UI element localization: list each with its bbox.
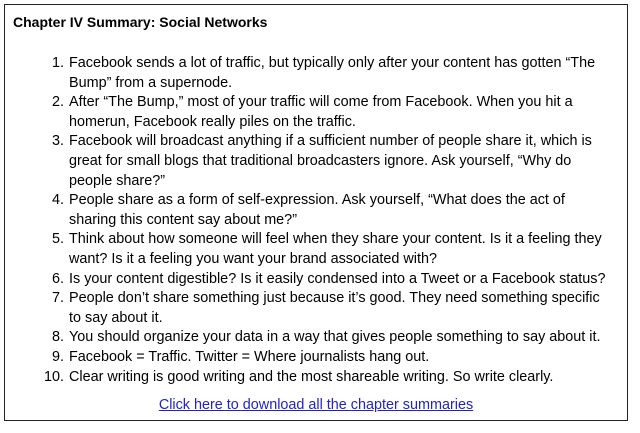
item-text: After “The Bump,” most of your traffic will come from Facebook. When you hit a homerun, Facebook really piles on the traffic. — [69, 94, 573, 130]
item-number: 9. — [51, 348, 64, 365]
item-number: 5. — [51, 231, 64, 248]
list-item — [5, 368, 627, 388]
item-text: Facebook = Traffic. Twitter = Where journalists hang out. — [69, 348, 430, 365]
item-text: Is your content digestible? Is it easily condensed into a Tweet or a Facebook status? — [69, 270, 606, 287]
list-item — [5, 230, 627, 269]
item-text: Facebook will broadcast anything if a sufficient number of people share it, which is great for small blogs that traditional broadcasters ignore. Ask yourself, “Why do people share?” — [69, 133, 592, 189]
download-summaries-link[interactable]: Click here to download all the chapter summaries — [158, 397, 474, 413]
list-item — [5, 54, 627, 93]
item-number: 4. — [51, 192, 64, 209]
list-item — [5, 270, 627, 290]
list-item — [5, 289, 627, 328]
item-text: Clear writing is good writing and the most shareable writing. So write clearly. — [69, 368, 554, 385]
summary-title: Chapter IV Summary: Social Networks — [13, 14, 268, 30]
list-item — [5, 328, 627, 348]
item-text: Think about how someone will feel when they share your content. Is it a feeling they want? Is it a feeling you want your brand associated with? — [69, 231, 602, 267]
item-text: Facebook sends a lot of traffic, but typically only after your content has gotten “The Bump” from a supernode. — [69, 55, 596, 91]
item-number: 7. — [51, 290, 64, 307]
summary-list — [5, 54, 627, 387]
list-item — [5, 191, 627, 230]
item-number: 10. — [43, 368, 64, 385]
item-number: 2. — [51, 94, 64, 111]
item-text: People share as a form of self-expression. Ask yourself, “What does the act of sharing this content say about me?” — [69, 192, 565, 228]
item-text: You should organize your data in a way that gives people something to say about it. — [69, 329, 601, 346]
list-item — [5, 93, 627, 132]
item-number: 8. — [51, 329, 64, 346]
item-number: 3. — [51, 133, 64, 150]
summary-box — [4, 4, 628, 421]
item-text: People don’t share something just because it’s good. They need something specific to say about it. — [69, 290, 600, 326]
item-number: 6. — [51, 270, 64, 287]
item-number: 1. — [51, 55, 64, 71]
list-item — [5, 348, 627, 368]
list-item — [5, 132, 627, 191]
